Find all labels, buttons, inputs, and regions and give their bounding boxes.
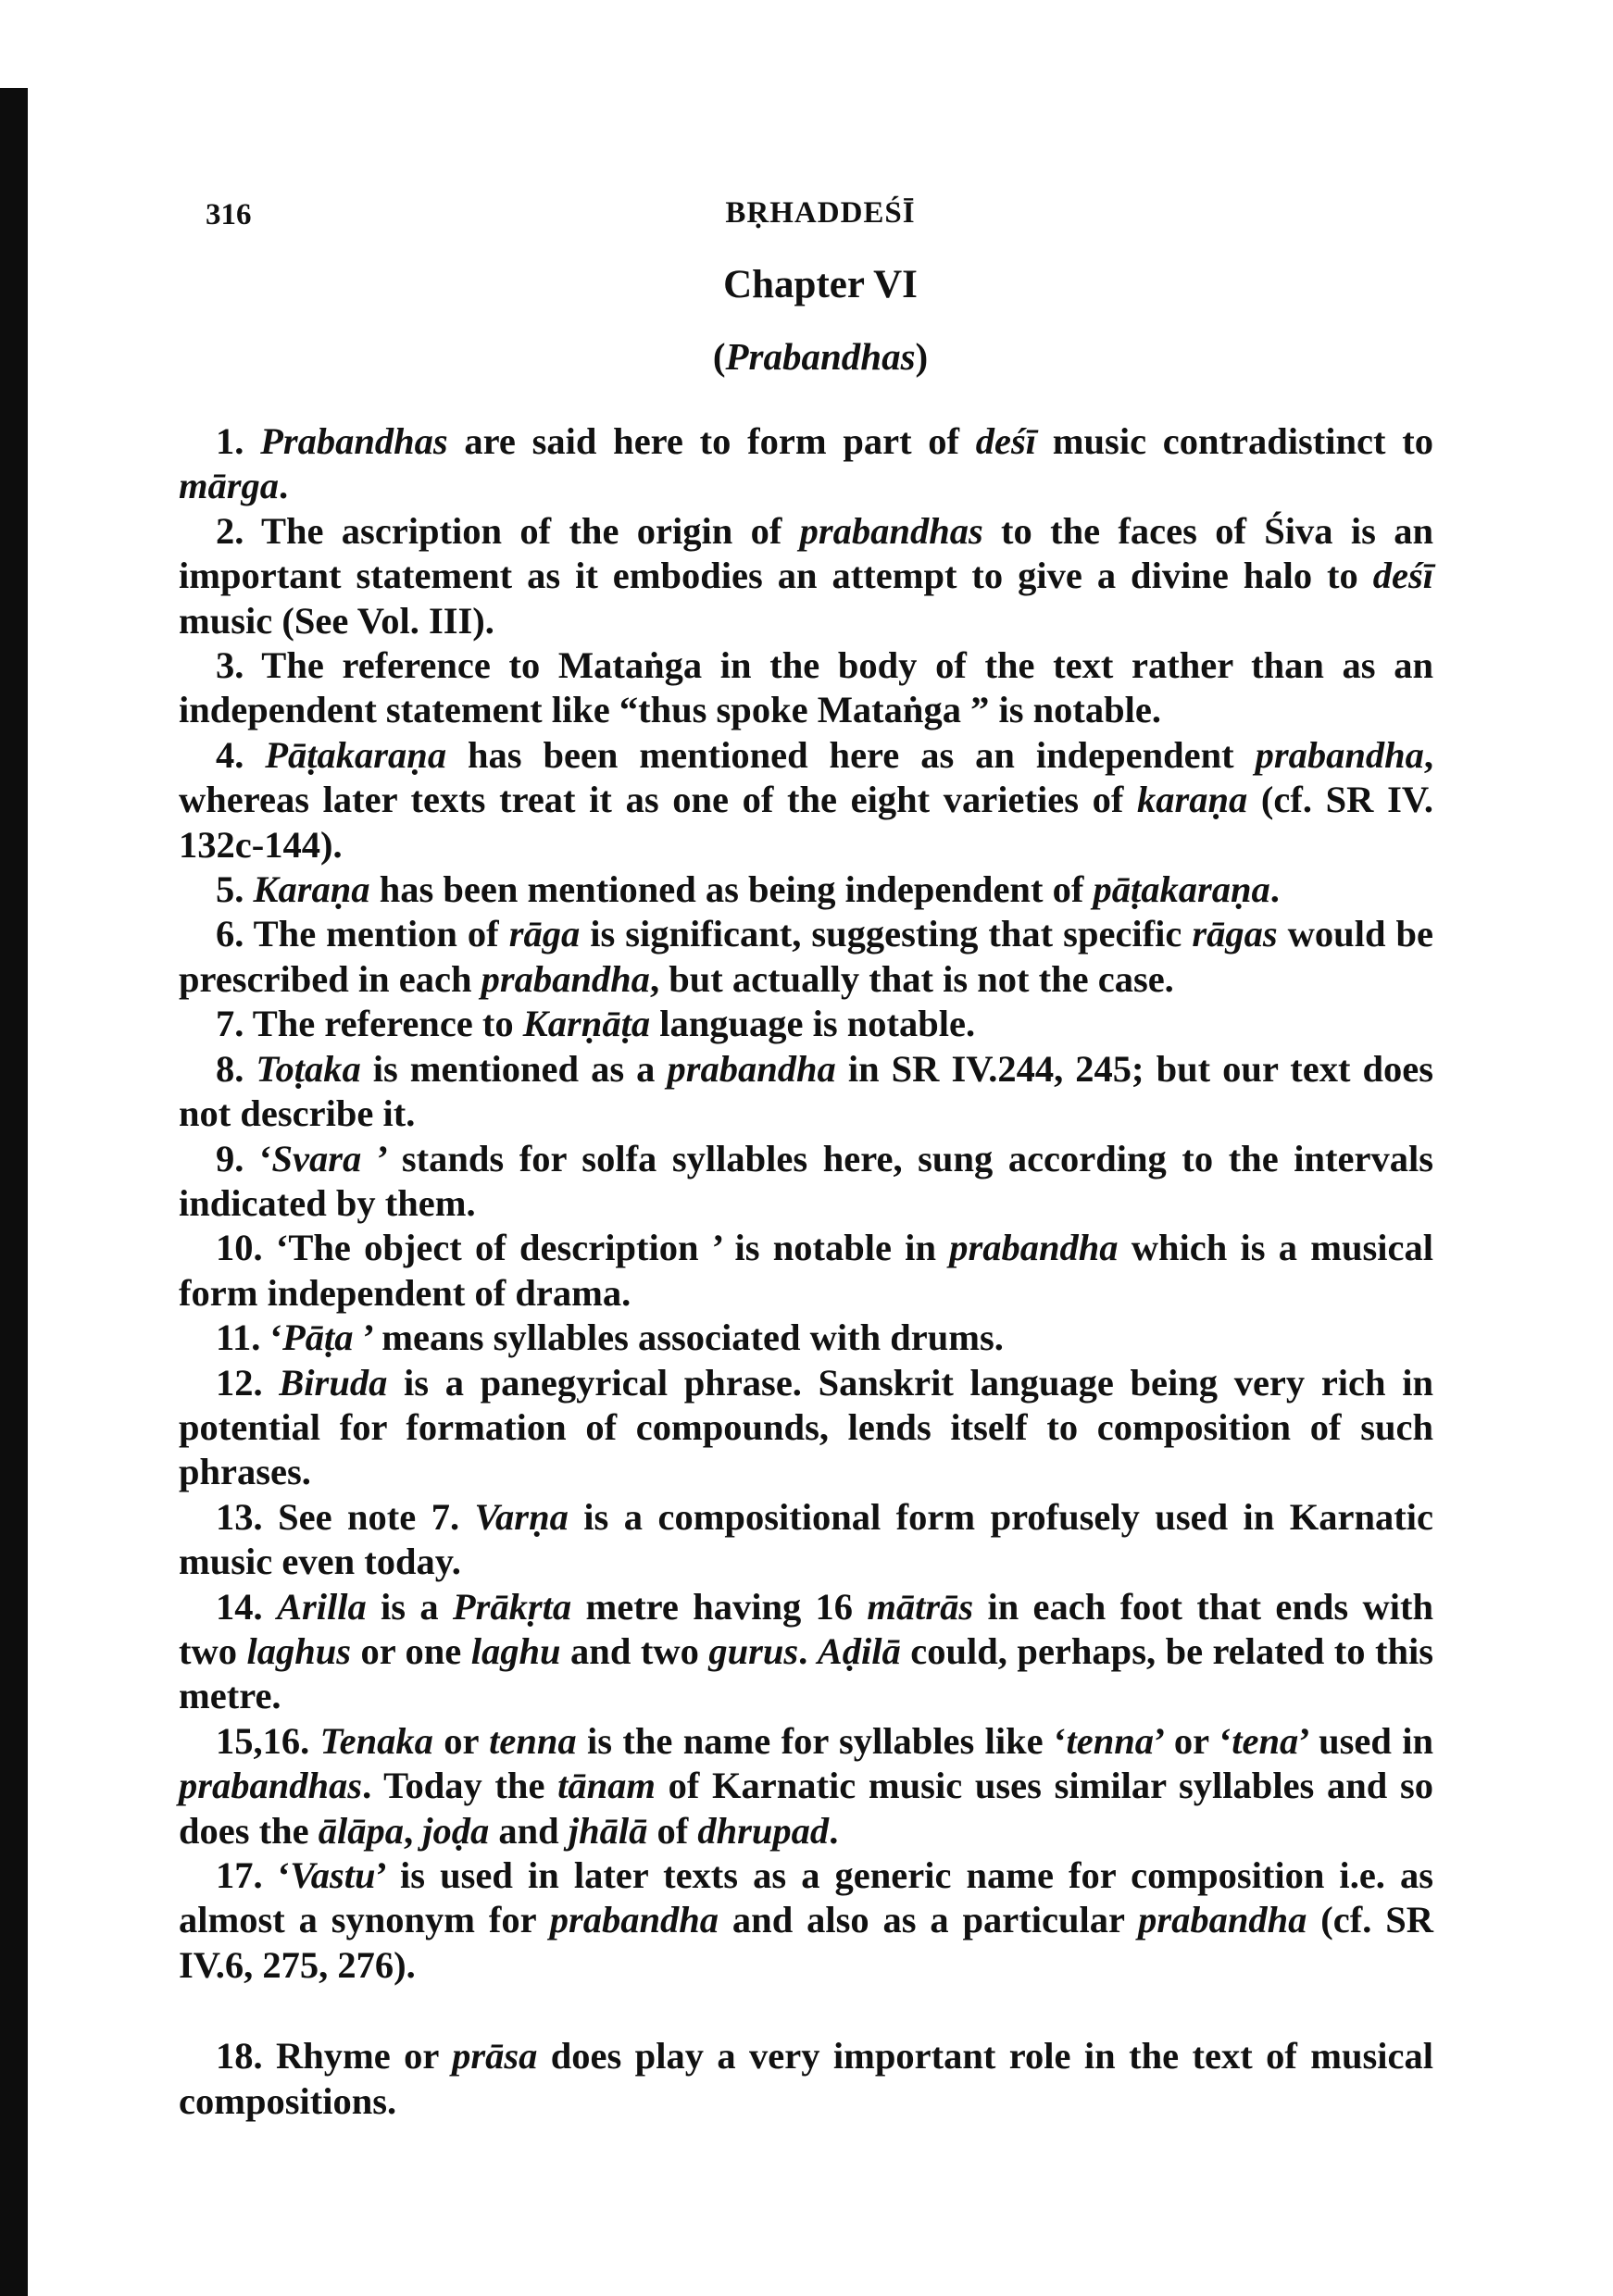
note-italic-term: tānam — [557, 1765, 656, 1807]
note-text: and two — [560, 1629, 709, 1672]
note-italic-term: Pāṭa — [282, 1316, 354, 1359]
note-italic-term: Tenaka — [319, 1719, 433, 1762]
note-16 — [179, 1853, 1433, 1988]
note-7 — [179, 1002, 1433, 1046]
note-text: of Karnatic music uses similar syllables and so does the — [179, 1765, 1433, 1852]
note-text: 14. — [216, 1585, 277, 1628]
note-text: . — [279, 465, 289, 507]
note-italic-term: prabandha — [549, 1899, 719, 1941]
note-text: 8. — [216, 1047, 256, 1090]
note-text: or one — [351, 1629, 471, 1672]
note-italic-term: tena — [1232, 1719, 1299, 1762]
note-text: 11. ‘ — [216, 1316, 283, 1359]
notes-list — [179, 419, 1433, 2124]
note-italic-term: Biruda — [279, 1361, 388, 1404]
note-italic-term: Karṇāṭa — [522, 1003, 651, 1045]
note-italic-term: rāgas — [1192, 913, 1278, 955]
note-text: of — [647, 1809, 698, 1852]
note-italic-term: prabandha — [949, 1227, 1119, 1269]
note-text: 18. Rhyme or — [216, 2035, 453, 2078]
note-italic-term: prabandha — [667, 1047, 836, 1090]
note-italic-term: Prabandhas — [260, 420, 448, 462]
note-text: ’ or ‘ — [1154, 1719, 1232, 1762]
note-text: could, perhaps, be related to this metre. — [179, 1629, 1433, 1717]
note-text: , but actually that is not the case. — [649, 957, 1174, 1000]
note-text: , whereas later texts treat it as one of the eight varieties of — [179, 733, 1433, 821]
note-text: 10. ‘The object of description ’ is notable in — [216, 1227, 950, 1269]
note-14 — [179, 1585, 1433, 1719]
note-text: which is a musical form independent of drama. — [179, 1227, 1433, 1314]
note-text: . — [798, 1629, 818, 1672]
note-italic-term: joḍa — [422, 1809, 490, 1852]
note-italic-term: prabandhas — [799, 509, 983, 552]
note-text: 6. The mention of — [216, 913, 509, 955]
note-text: 3. The reference to Mataṅga in the body of the text rather than as an independent statement like “thus spoke Mataṅga ” is notable. — [179, 644, 1433, 731]
note-text: to the faces of Śiva is an important statement as it embodies an attempt to give a divine halo to — [179, 509, 1433, 597]
note-text: 7. The reference to — [216, 1003, 523, 1045]
note-text: music contradistinct to — [1036, 420, 1433, 462]
note-text: and also as a particular — [719, 1899, 1139, 1941]
note-italic-term: Pāṭakaraṇa — [265, 733, 447, 776]
note-italic-term: prabandha — [1255, 733, 1424, 776]
note-italic-term: Karaṇa — [253, 868, 370, 911]
note-text: (cf. SR IV.6, 275, 276). — [179, 1899, 1433, 1986]
note-text: has been mentioned here as an independent — [446, 733, 1256, 776]
note-italic-term: jhālā — [568, 1809, 648, 1852]
note-italic-term: Arilla — [276, 1585, 367, 1628]
note-italic-term: laghus — [246, 1629, 352, 1672]
note-text: has been mentioned as being independent of — [369, 868, 1094, 911]
note-text: in SR IV.244, 245; but our text does not describe it. — [179, 1047, 1433, 1135]
note-text: in each foot that ends with two — [179, 1585, 1434, 1672]
note-text: 15,16. — [216, 1719, 320, 1762]
note-6 — [179, 912, 1433, 1002]
note-italic-term: prabandha — [481, 957, 650, 1000]
note-italic-term: ālāpa — [318, 1809, 405, 1852]
note-text: 4. — [216, 733, 266, 776]
note-italic-term: Prākṛta — [452, 1585, 572, 1628]
note-8 — [179, 1047, 1433, 1137]
note-text: metre having 16 — [571, 1585, 868, 1628]
note-italic-term: Aḍilā — [817, 1629, 901, 1672]
note-text: or — [432, 1719, 490, 1762]
note-text: (cf. SR IV. 132c-144). — [179, 779, 1433, 866]
note-text: does play a very important role in the text of musical compositions. — [179, 2035, 1433, 2122]
note-17 — [179, 2034, 1433, 2124]
note-text: language is notable. — [650, 1003, 976, 1045]
note-italic-term: prabandha — [1138, 1899, 1307, 1941]
note-text: ’ is used in later texts as a generic name for composition i.e. as almost a synonym for — [179, 1854, 1433, 1941]
note-text: ’ means syllables associated with drums. — [353, 1316, 1004, 1359]
note-text: 5. — [216, 868, 254, 911]
note-italic-term: rāga — [508, 913, 581, 955]
note-13 — [179, 1495, 1433, 1585]
note-italic-term: Svara — [271, 1137, 362, 1179]
note-9 — [179, 1137, 1433, 1227]
note-italic-term: dhrupad — [697, 1809, 830, 1852]
note-text: 13. See note 7. — [216, 1495, 475, 1538]
note-italic-term: prabandhas — [179, 1765, 363, 1807]
note-italic-term: gurus — [708, 1629, 799, 1672]
note-italic-term: karaṇa — [1136, 779, 1248, 821]
note-italic-term: mātrās — [867, 1585, 974, 1628]
note-text: 2. The ascription of the origin of — [216, 509, 800, 552]
note-italic-term: Toṭaka — [256, 1047, 361, 1090]
note-12 — [179, 1361, 1433, 1495]
note-italic-term: pāṭakaraṇa — [1093, 868, 1270, 911]
note-text: ’ stands for solfa syllables here, sung according to the intervals indicated by them. — [179, 1137, 1433, 1224]
note-text: 9. ‘ — [216, 1137, 272, 1179]
note-text: 12. — [216, 1361, 280, 1404]
note-italic-term: tenna — [1066, 1719, 1155, 1762]
note-text: . Today the — [362, 1765, 558, 1807]
note-italic-term: tenna — [489, 1719, 577, 1762]
note-italic-term: deśī — [975, 420, 1037, 462]
scan-border — [0, 88, 28, 2296]
note-1 — [179, 419, 1433, 509]
note-text: is a panegyrical phrase. Sanskrit language being very rich in potential for formation of compounds, lends itself to composition of such phrases. — [179, 1361, 1434, 1493]
page-number: 316 — [206, 198, 252, 231]
note-2 — [179, 509, 1433, 643]
note-text: would be prescribed in each — [179, 913, 1433, 1000]
note-text: . — [1269, 868, 1280, 911]
note-text: are said here to form part of — [447, 420, 976, 462]
note-italic-term: laghu — [470, 1629, 561, 1672]
note-text: is a compositional form profusely used in Karnatic music even today. — [179, 1495, 1433, 1583]
note-text: is mentioned as a — [360, 1047, 668, 1090]
chapter-subtitle: (Prabandhas) — [712, 335, 929, 378]
note-text: is a — [366, 1585, 453, 1628]
note-text: and — [489, 1809, 569, 1852]
note-italic-term: mārga — [179, 465, 280, 507]
note-5 — [179, 867, 1433, 912]
running-title: BṚHADDEŚĪ — [725, 196, 916, 230]
chapter-title: Chapter VI — [723, 263, 918, 306]
note-10 — [179, 1226, 1433, 1316]
note-text: 17. ‘ — [216, 1854, 291, 1896]
note-text: music (See Vol. III). — [179, 599, 494, 642]
note-4 — [179, 733, 1433, 867]
note-text: 1. — [216, 420, 261, 462]
note-11 — [179, 1316, 1433, 1360]
note-3 — [179, 643, 1433, 733]
note-text: is the name for syllables like ‘ — [576, 1719, 1067, 1762]
note-text: , — [404, 1809, 423, 1852]
note-italic-term: deśī — [1372, 555, 1433, 597]
note-15 — [179, 1719, 1433, 1853]
note-italic-term: Vastu — [290, 1854, 376, 1896]
note-italic-term: prāsa — [452, 2035, 538, 2078]
note-italic-term: Varṇa — [474, 1495, 569, 1538]
chapter-subtitle-text: Prabandhas — [725, 335, 916, 378]
note-text: ’ used in — [1298, 1719, 1434, 1762]
note-text: is significant, suggesting that specific — [580, 913, 1193, 955]
note-text: . — [829, 1809, 839, 1852]
